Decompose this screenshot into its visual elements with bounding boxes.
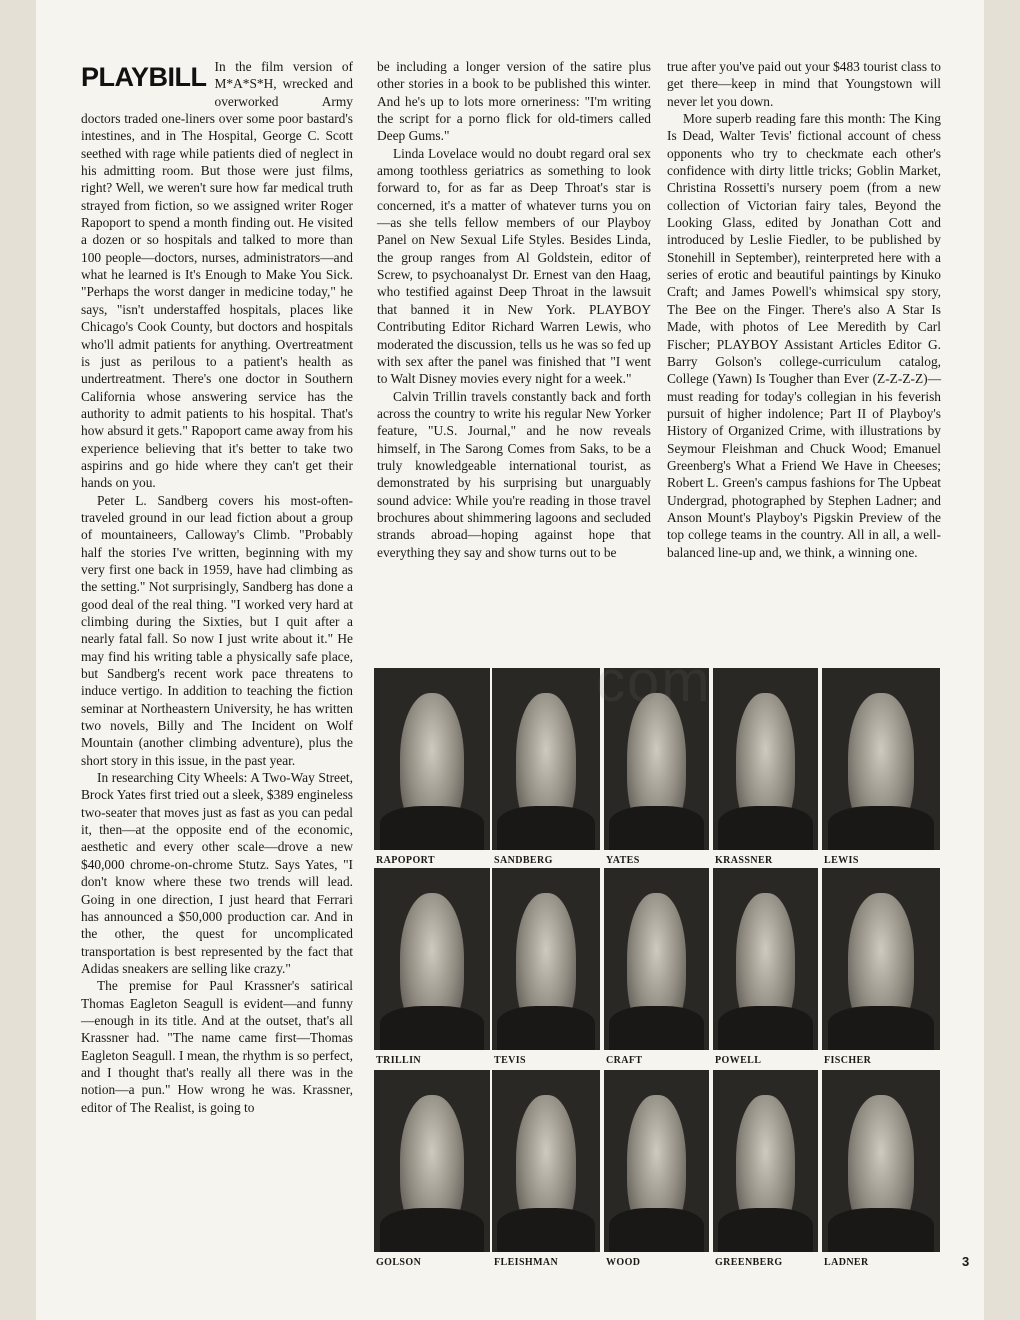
contributor-photo-fleishman [492,1070,600,1268]
photo-caption: YATES [606,855,640,866]
paragraph: Linda Lovelace would no doubt regard oral sex among toothless geriatrics as something to look forward to, for as far as Deep Throat's star is concerned, it's a matter of whatever turns you on—as she tells fellow members of our Playboy Panel on New Sexual Life Styles. Besides Linda, the group ranges from Al Goldstein, editor of Screw, to psychoanalyst Dr. Ernest van den Haag, who testified against Deep Throat in the lawsuit that banned it in New York. PLAYBOY Contributing Editor Richard Warren Lewis, who moderated the discussion, tells us he was so fed up with sex after the panel was finished that "I went to Walt Disney movies every night for a week." [377,145,651,387]
contributor-photo-wood [604,1070,709,1268]
contributor-photo-ladner [822,1070,940,1268]
photo-caption: POWELL [715,1055,762,1066]
contributor-photo-fischer [822,868,940,1066]
contributor-photo-craft [604,868,709,1066]
contributor-photo-yates [604,668,709,866]
portrait-image [604,668,709,850]
contributor-photo-lewis [822,668,940,866]
photo-caption: KRASSNER [715,855,773,866]
column-3 [667,58,941,561]
paragraph: Calvin Trillin travels constantly back and forth across the country to write his regular New Yorker feature, "U.S. Journal," and he now reveals himself, in The Sarong Comes from Saks, to be a truly knowledgeable international tourist, as demonstrated by his surprising but unarguably sound advice: While you're reading in those travel brochures about shimmering lagoons and secluded strands abroad—hoping against hope that everything they say and show turns out to be [377,388,651,560]
portrait-image [604,1070,709,1252]
photo-caption: WOOD [606,1257,641,1268]
photo-caption: TEVIS [494,1055,527,1066]
column-1 [81,58,353,1116]
paragraph: More superb reading fare this month: The King Is Dead, Walter Tevis' fictional account of chess opponents who try to checkmate each other's confidence with dirty little tricks; Goblin Market, Christina Rossetti's nursery poem (from a new collection of Victorian fairy tales, Beyond the Looking Glass, edited by Jonathan Cott and introduced by Leslie Fiedler, to be published by Stonehill in September), reinterpreted here with a series of erotic and beautiful paintings by Kinuko Craft; and James Powell's whimsical spy story, The Bee on the Finger. There's also A Star Is Made, with photos of Lee Meredith by Carl Fischer; PLAYBOY Assistant Articles Editor G. Barry Golson's college-curriculum catalog, College (Yawn) Is Tougher than Ever (Z-Z-Z-Z)—must reading for today's collegian in his feverish pursuit of higher indolence; Part II of Playboy's History of Organized Crime, with illustrations by Seymour Fleishman and Chuck Wood; Emanuel Greenberg's What a Friend We Have in Cheeses; Robert L. Green's campus fashions for The Upbeat Undergrad, photographed by Stephen Ladner; and Anson Mount's Playboy's Pigskin Preview of the top college teams in the country. All in all, a well-balanced line-up and, we think, a winning one. [667,111,941,560]
photo-caption: CRAFT [606,1055,643,1066]
contributor-photo-golson [374,1070,490,1268]
portrait-image [822,1070,940,1252]
paragraph: Peter L. Sandberg covers his most-often-traveled ground in our lead fiction about a group of mountaineers, Calloway's Climb. "Probably half the stories I've written, beginning with my very first one back in 1959, have had climbing as the setting." Not surprisingly, Sandberg has done a good deal of the real thing. "I worked very hard at climbing during the Sixties, but I quit after a nearly fatal fall. So now I just write about it." He may find his writing table a physically safe place, but Sandberg's recent work pace threatens to induce vertigo. In addition to teaching the fiction seminar at Northeastern University, he has written two novels, Billy and The Incident on Wolf Mountain (another climbing adventure), plus the short story in this issue, in the past year. [81,492,353,768]
portrait-image [822,668,940,850]
portrait-image [713,868,818,1050]
paragraph: be including a longer version of the satire plus other stories in a book to be published this winter. And he's up to lots more orneriness: "I'm writing the script for a porno flick for old-timers called Deep Gums." [377,59,651,144]
photo-caption: GOLSON [376,1257,422,1268]
portrait-image [713,668,818,850]
portrait-image [604,868,709,1050]
portrait-image [492,1070,600,1252]
contributor-photo-trillin [374,868,490,1066]
paragraph: The premise for Paul Krassner's satirical Thomas Eagleton Seagull is evident—and funny—enough in its title. And at the outset, that's all Krassner had. "The name came first—Thomas Eagleton Seagull. I mean, the rhythm is so perfect, and I thought that's really all there was in the notion—a pun." How wrong he was. Krassner, editor of The Realist, is going to [81,978,353,1115]
magazine-page [36,0,984,1320]
page-title: PLAYBILL [81,62,207,92]
page-number: 3 [962,1254,970,1269]
paragraph: In researching City Wheels: A Two-Way Street, Brock Yates first tried out a sleek, $389 engineless two-seater that moves just as fast as you can pedal it, then—at the opposite end of the economic, aesthetic and every other scale—drove a new $40,000 chrome-on-chrome Stutz. Says Yates, "I don't know where these two trends will lead. Going in one direction, I just heard that Ferrari has announced a $50,000 production car. And in the other, the quest for uncomplicated transportation is best represented by the fact that Adidas sneakers are selling like crazy." [81,770,353,976]
photo-caption: FISCHER [824,1055,872,1066]
column-2 [377,58,651,561]
portrait-image [374,1070,490,1252]
paragraph: In the film version of M*A*S*H, wrecked and overworked Army doctors traded one-liners over some poor bastard's intestines, and in The Hospital, George C. Scott seethed with rage while patients died of neglect in his admitting room. But those were just films, right? Well, we weren't sure how far medical truth strayed from fiction, so we assigned writer Roger Rapoport to spend a month finding out. He visited a dozen or so hospitals and talked to more than 100 people—doctors, nurses, administrators—and what he learned is It's Enough to Make You Sick. "Perhaps the worst danger in medicine today," he says, "isn't understaffed hospitals, places like Chicago's Cook County, but doctors and hospitals who'll admit patients for anything. Overtreatment is just as perilous to a patient's health as undertreatment. There's one doctor in Southern California whose answering service has the authority to admit patients to his hospital. That's how absurd it gets." Rapoport came away from his experience believing that it's better to take two aspirins and go hide where they can't get their hands on you. [81,59,353,491]
portrait-image [374,868,490,1050]
photo-caption: SANDBERG [494,855,553,866]
photo-caption: TRILLIN [376,1055,422,1066]
contributor-photo-krassner [713,668,818,866]
contributor-photo-sandberg [492,668,600,866]
photo-caption: GREENBERG [715,1257,783,1268]
contributor-photo-greenberg [713,1070,818,1268]
photo-caption: FLEISHMAN [494,1257,559,1268]
photo-caption: RAPOPORT [376,855,435,866]
contributor-photo-rapoport [374,668,490,866]
portrait-image [713,1070,818,1252]
contributor-photo-tevis [492,868,600,1066]
photo-caption: LADNER [824,1257,869,1268]
portrait-image [374,668,490,850]
portrait-image [492,868,600,1050]
paragraph: true after you've paid out your $483 tourist class to get there—keep in mind that Youngstown will never let you down. [667,59,941,109]
portrait-image [822,868,940,1050]
photo-caption: LEWIS [824,855,859,866]
contributor-photo-powell [713,868,818,1066]
portrait-image [492,668,600,850]
